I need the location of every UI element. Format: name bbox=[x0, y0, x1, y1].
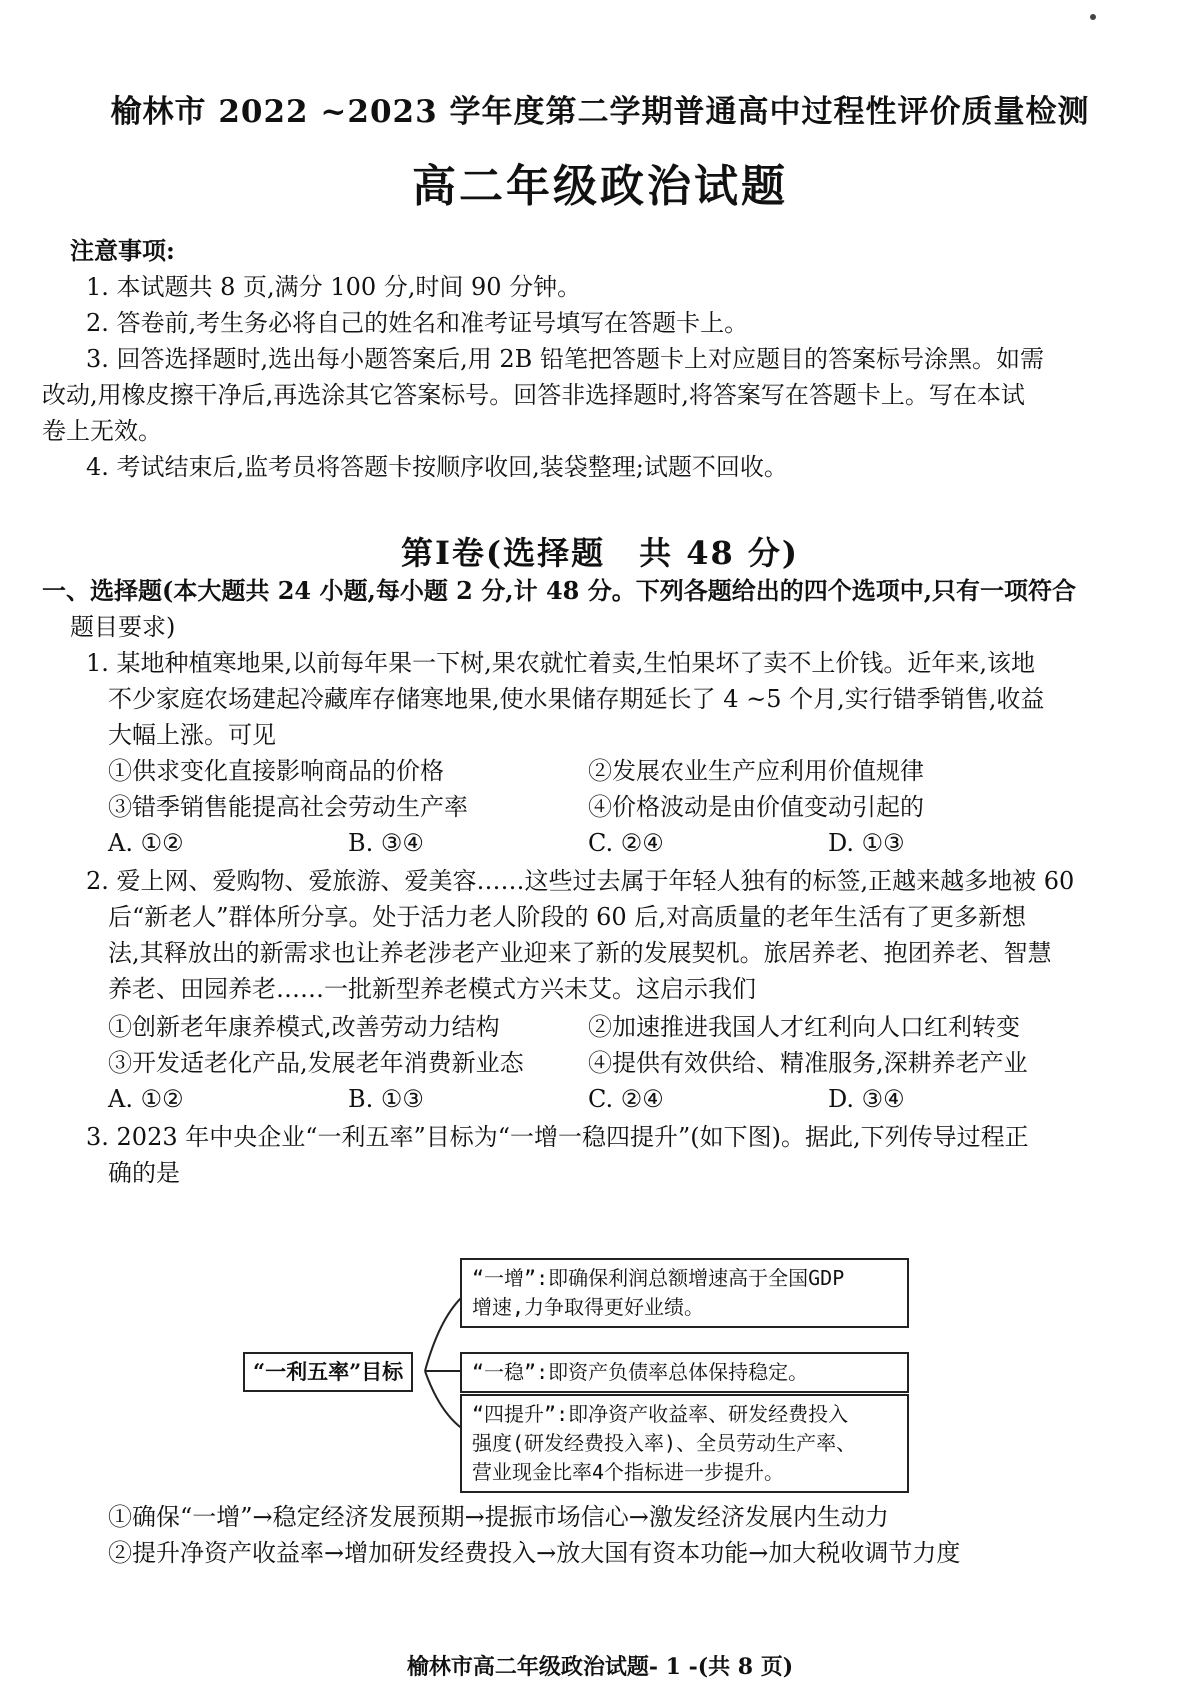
statement: ③开发适老化产品,发展老年消费新业态 bbox=[108, 1049, 524, 1077]
notice-item: 卷上无效。 bbox=[42, 417, 162, 445]
diagram-box-text: 营业现金比率4个指标进一步提升。 bbox=[472, 1460, 785, 1484]
diagram-box-text: “一稳”:即资产负债率总体保持稳定。 bbox=[472, 1360, 809, 1384]
notice-item: 4. 考试结束后,监考员将答题卡按顺序收回,装袋整理;试题不回收。 bbox=[86, 453, 788, 481]
page-footer: 榆林市高二年级政治试题- 1 -(共 8 页) bbox=[406, 1654, 794, 1680]
notice-item: 改动,用橡皮擦干净后,再选涂其它答案标号。回答非选择题时,将答案写在答题卡上。写在本试 bbox=[42, 381, 1025, 409]
exam-header-line: 榆林市 2022 ~2023 学年度第二学期普通高中过程性评价质量检测 bbox=[110, 94, 1090, 130]
diagram-box-text: “一增”:即确保利润总额增速高于全国GDP bbox=[472, 1266, 845, 1290]
scan-speck bbox=[1090, 14, 1096, 20]
notice-item: 2. 答卷前,考生务必将自己的姓名和准考证号填写在答题卡上。 bbox=[86, 309, 749, 337]
choice-c: C. ②④ bbox=[588, 829, 664, 857]
statement: ①供求变化直接影响商品的价格 bbox=[108, 757, 444, 785]
diagram-box-yizeng bbox=[460, 1258, 909, 1328]
question-text: 养老、田园养老……一批新型养老模式方兴未艾。这启示我们 bbox=[108, 975, 756, 1003]
question-text: 1. 某地种植寒地果,以前每年果一下树,果农就忙着卖,生怕果坏了卖不上价钱。近年来,该地 bbox=[86, 649, 1036, 677]
question-text: 法,其释放出的新需求也让养老涉老产业迎来了新的发展契机。旅居养老、抱团养老、智慧 bbox=[108, 939, 1052, 967]
diagram-center-label: “一利五率”目标 bbox=[243, 1352, 413, 1392]
choice-d: D. ③④ bbox=[828, 1085, 905, 1113]
exam-title: 高二年级政治试题 bbox=[412, 161, 788, 212]
question-text: 确的是 bbox=[108, 1159, 180, 1187]
diagram-box-text: 强度(研发经费投入率)、全员劳动生产率、 bbox=[472, 1431, 857, 1455]
diagram-box-text: 增速,力争取得更好业绩。 bbox=[472, 1295, 705, 1319]
part-intro: 题目要求) bbox=[70, 613, 176, 641]
choice-a: A. ①② bbox=[108, 829, 184, 857]
question-text: 后“新老人”群体所分享。处于活力老人阶段的 60 后,对高质量的老年生活有了更多新想 bbox=[108, 903, 1026, 931]
part-intro: 一、选择题(本大题共 24 小题,每小题 2 分,计 48 分。下列各题给出的四个选项中,只有一项符合 bbox=[42, 576, 1077, 605]
diagram-box-yiwen bbox=[460, 1352, 909, 1393]
question-text: 不少家庭农场建起冷藏库存储寒地果,使水果储存期延长了 4 ~5 个月,实行错季销售,收益 bbox=[108, 685, 1045, 713]
notice-heading: 注意事项: bbox=[70, 236, 175, 265]
statement: ②加速推进我国人才红利向人口红利转变 bbox=[588, 1013, 1020, 1041]
notice-item: 1. 本试题共 8 页,满分 100 分,时间 90 分钟。 bbox=[86, 273, 582, 301]
choice-d: D. ①③ bbox=[828, 829, 905, 857]
statement: ④提供有效供给、精准服务,深耕养老产业 bbox=[588, 1049, 1028, 1077]
question-text: 大幅上涨。可见 bbox=[108, 721, 276, 749]
target-diagram bbox=[253, 1266, 995, 1484]
statement: ①确保“一增”→稳定经济发展预期→提振市场信心→激发经济发展内生动力 bbox=[108, 1503, 889, 1531]
choice-b: B. ③④ bbox=[348, 829, 424, 857]
question-text: 3. 2023 年中央企业“一利五率”目标为“一增一稳四提升”(如下图)。据此,下列传导过程正 bbox=[86, 1123, 1029, 1151]
choice-c: C. ②④ bbox=[588, 1085, 664, 1113]
statement: ②提升净资产收益率→增加研发经费投入→放大国有资本功能→加大税收调节力度 bbox=[108, 1539, 961, 1567]
section-title: 第Ⅰ卷(选择题 共 48 分) bbox=[400, 534, 800, 572]
notice-item: 3. 回答选择题时,选出每小题答案后,用 2B 铅笔把答题卡上对应题目的答案标号涂黑。如需 bbox=[86, 345, 1044, 373]
choice-a: A. ①② bbox=[108, 1085, 184, 1113]
statement: ②发展农业生产应利用价值规律 bbox=[588, 757, 924, 785]
question-text: 2. 爱上网、爱购物、爱旅游、爱美容……这些过去属于年轻人独有的标签,正越来越多地被 60 bbox=[86, 867, 1075, 895]
diagram-box-sitisheng bbox=[460, 1394, 909, 1493]
diagram-box-text: “四提升”:即净资产收益率、研发经费投入 bbox=[472, 1402, 849, 1426]
statement: ④价格波动是由价值变动引起的 bbox=[588, 793, 924, 821]
choice-b: B. ①③ bbox=[348, 1085, 424, 1113]
statement: ③错季销售能提高社会劳动生产率 bbox=[108, 793, 468, 821]
statement: ①创新老年康养模式,改善劳动力结构 bbox=[108, 1013, 500, 1041]
